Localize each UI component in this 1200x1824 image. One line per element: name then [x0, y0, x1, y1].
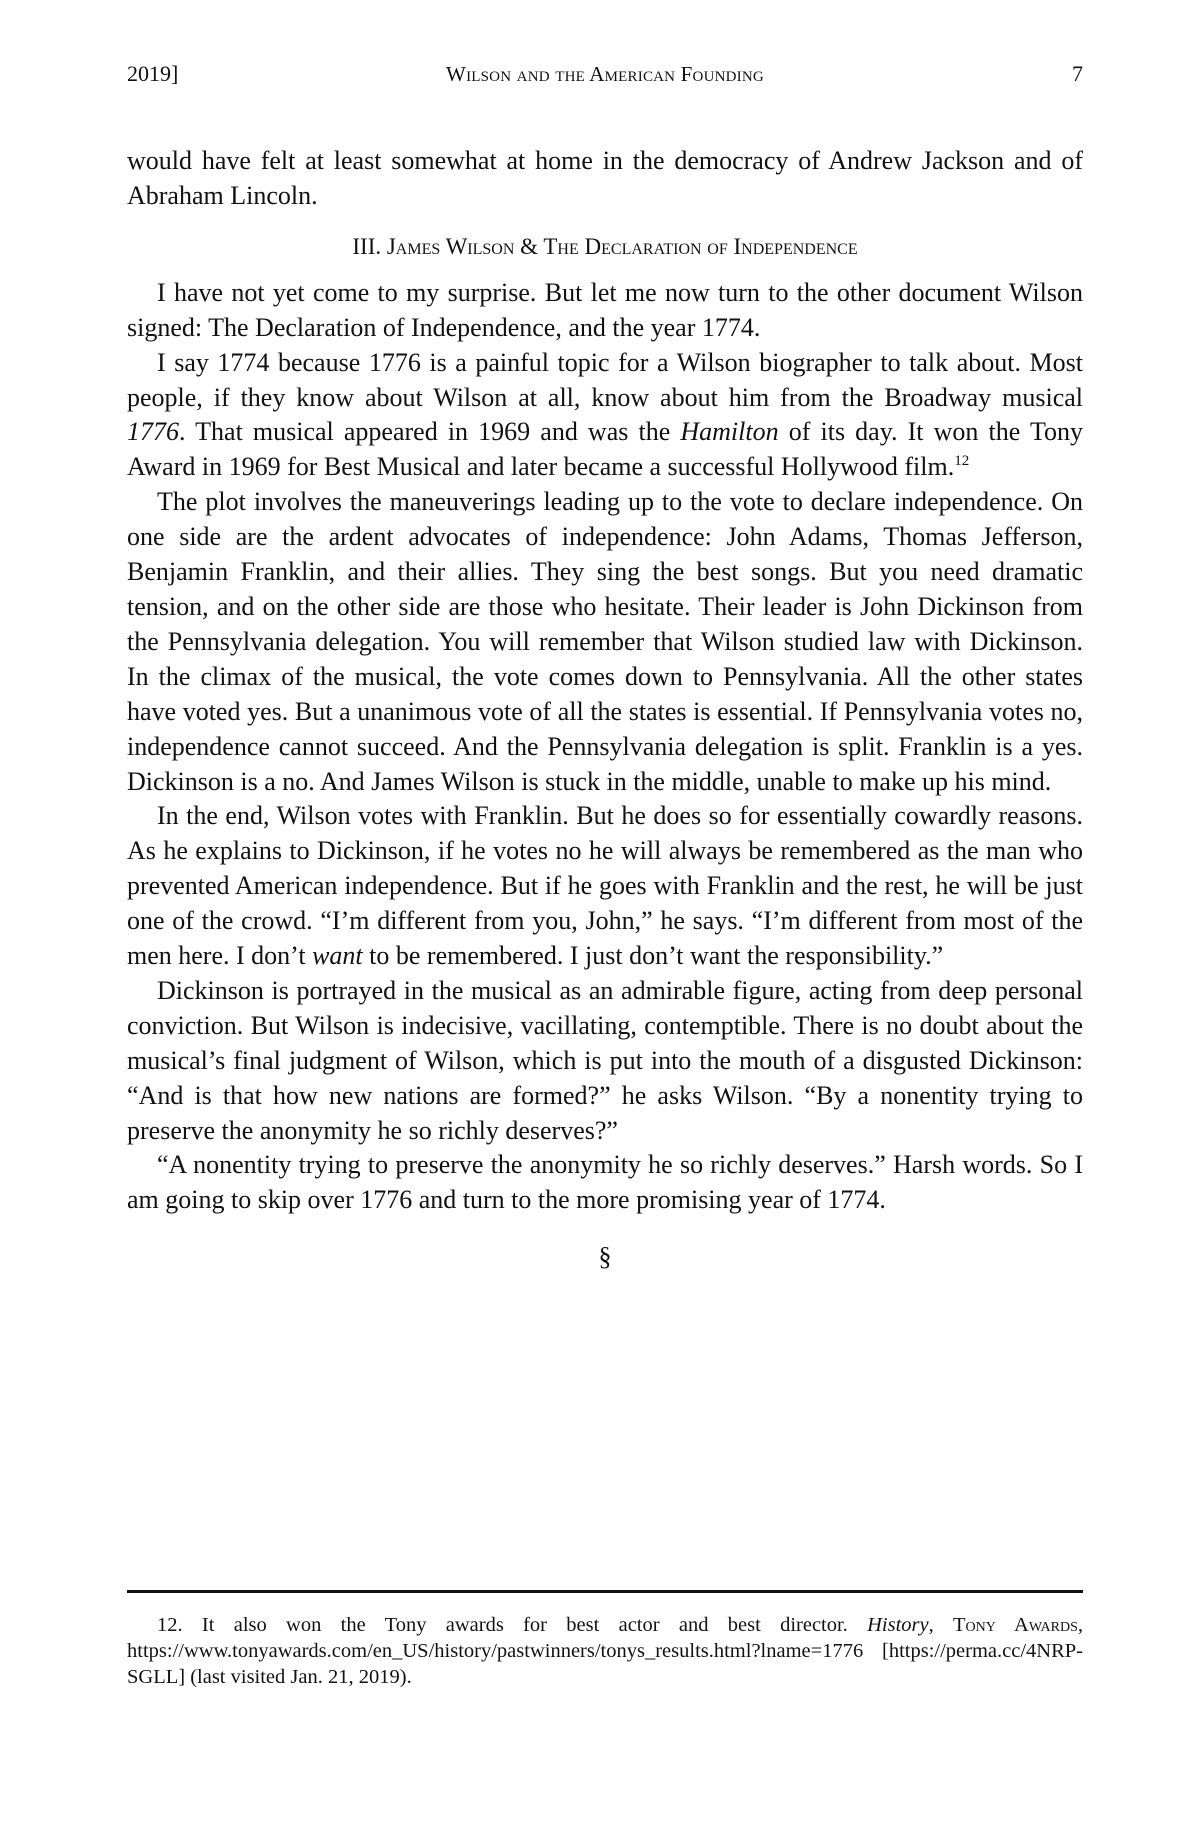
text-run: . That musical appeared in 1969 and was the	[179, 417, 681, 447]
italic-emphasis: want	[312, 941, 363, 971]
section-mark: §	[598, 1242, 612, 1272]
paragraph: Dickinson is portrayed in the musical as an admirable figure, acting from deep personal conviction. But Wilson is indecisive, vacillating, contemptible. There is no doubt about the musical’s final judgment of Wilson, which is put into the mouth of a disgusted Dickinson: “And is that how new nations are formed?” he asks Wilson. “By a nonentity trying to preserve the anonymity he so richly deserves?”	[127, 975, 1083, 1145]
small-caps-source: Tony Awards	[953, 1614, 1078, 1636]
text-run: to be remembered. I just don’t want the responsibility.”	[362, 941, 944, 971]
italic-title: 1776	[127, 417, 179, 447]
text-run: I say 1774 because 1776 is a painful topic for a Wilson biographer to talk about. Most people, if they know about Wilson at all, know about him from the Broadway musical	[127, 347, 1083, 412]
header-title: Wilson and the American Founding	[446, 62, 764, 86]
footnote-url-text[interactable]: , https://www.tonyawards.com/en_US/history/pastwinners/tonys_results.html?lname=1776 [https://perma.cc/4NRP-SGLL] (last visited Jan. 21, 2019).	[127, 1614, 1083, 1688]
section-heading: III. James Wilson & The Declaration of Independence	[352, 233, 858, 259]
italic-title: History	[867, 1614, 929, 1636]
footnote-12	[127, 1612, 1083, 1690]
footnote-reference[interactable]: 12	[954, 453, 970, 470]
paragraph	[127, 799, 1083, 974]
paragraph: I have not yet come to my surprise. But let me now turn to the other document Wilson signed: The Declaration of Independence, and the year 1774.	[127, 277, 1083, 342]
italic-title: Hamilton	[680, 417, 779, 447]
text-run: In the end, Wilson votes with Franklin. But he does so for essentially cowardly reasons. As he explains to Dickinson, if he votes no he will always be remembered as the man who prevented American independence. But if he goes with Franklin and the rest, he will be just one of the crowd. “I’m different from you, John,” he says. “I’m different from most of the men here. I don’t	[127, 801, 1083, 971]
text-run: 12. It also won the Tony awards for best actor and best director.	[157, 1614, 868, 1636]
paragraph-continued: would have felt at least somewhat at home in the democracy of Andrew Jackson and of Abraham Lincoln.	[127, 146, 1083, 210]
paragraph: “A nonentity trying to preserve the anonymity he so richly deserves.” Harsh words. So I am going to skip over 1776 and turn to the more promising year of 1774.	[127, 1150, 1083, 1215]
text-run: ,	[928, 1614, 954, 1636]
paragraph	[127, 346, 1083, 486]
footnotes	[127, 1612, 1083, 1690]
paragraph: The plot involves the maneuverings leading up to the vote to declare independence. On one side are the ardent advocates of independence: John Adams, Thomas Jefferson, Benjamin Franklin, and their allies. They sing the best songs. But you need dramatic tension, and on the other side are those who hesitate. Their leader is John Dickinson from the Pennsylvania delegation. You will remember that Wilson studied law with Dickinson. In the climax of the musical, the vote comes down to Pennsylvania. All the other states have voted yes. But a unanimous vote of all the states is essential. If Pennsylvania votes no, independence cannot succeed. And the Pennsylvania delegation is split. Franklin is a yes. Dickinson is a no. And James Wilson is stuck in the middle, unable to make up his mind.	[127, 487, 1083, 796]
text-run: of its day. It won the Tony Award in 1969 for Best Musical and later became a successful Hollywood film.	[127, 417, 1084, 482]
running-header	[127, 58, 1083, 90]
body-text	[127, 144, 1083, 1275]
page-number: 7	[1072, 61, 1083, 86]
header-year: 2019]	[127, 61, 179, 86]
footnote-divider	[127, 1590, 1083, 1593]
